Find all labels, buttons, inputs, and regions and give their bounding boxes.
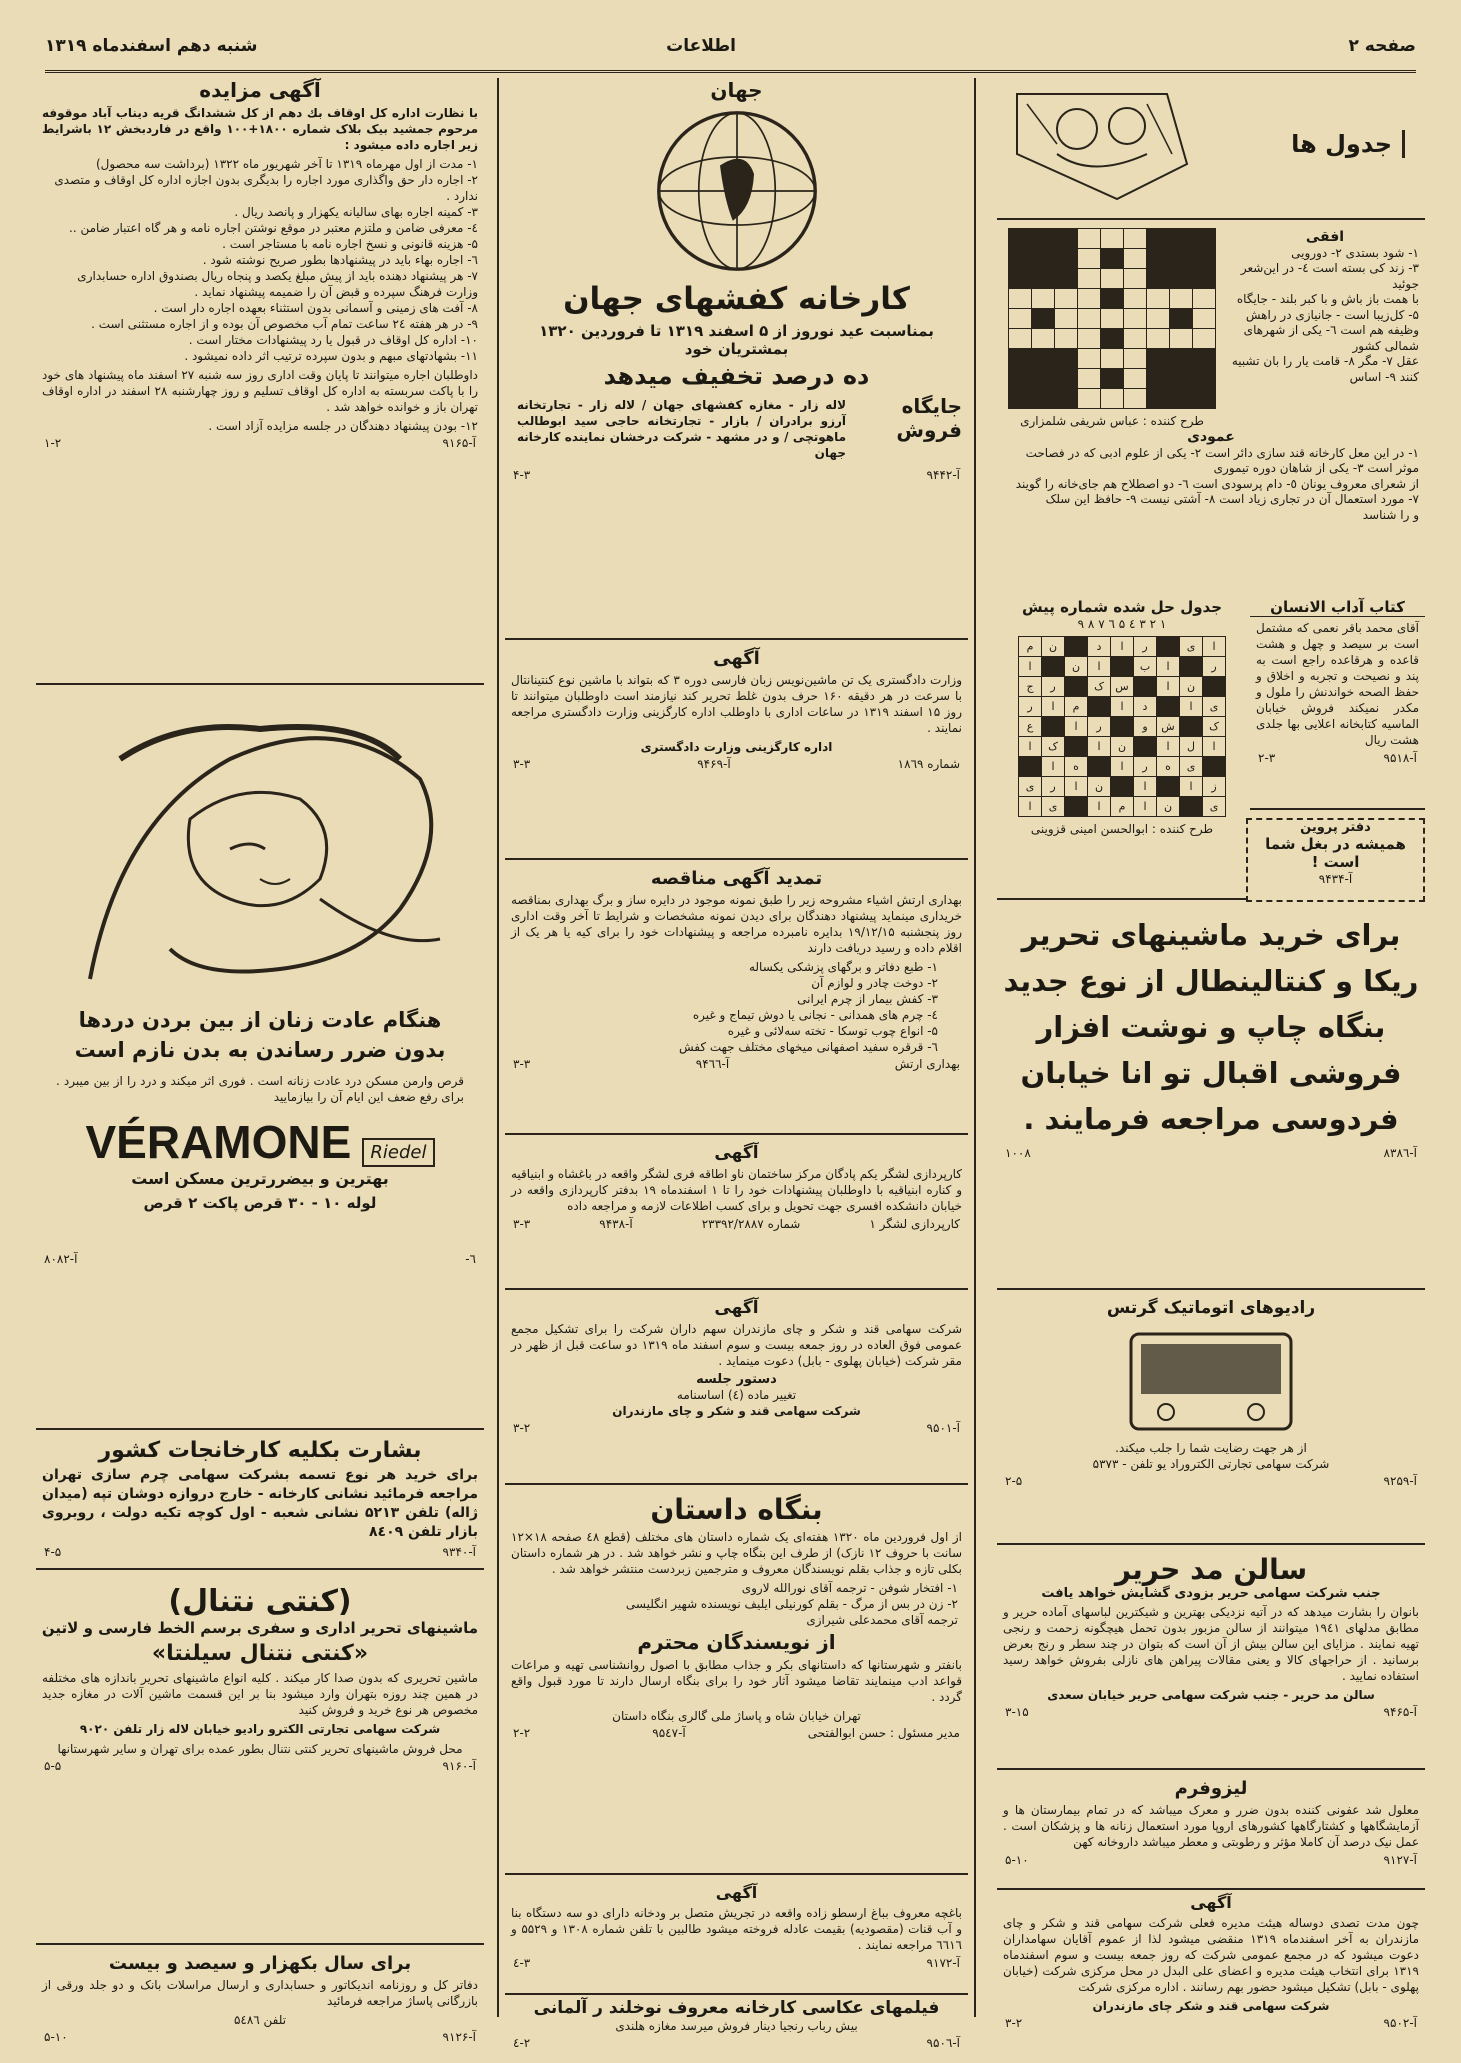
veramone-price: لوله ۱۰ - ۳۰ قرص پاکت ۲ قرص [143,1194,377,1212]
perwin-ad [1246,818,1425,902]
dastan-writers-body: بانفتر و شهرستانها که داستانهای بکر و جذاب مطابق با اصول روانشناسی تهیه و مراعات قواعد ادب مینمایند تقاضا میشود آثار خود را برای بنگاه ارسال دارند تا مورد قبول واقع گردد . [511,1658,962,1704]
ad-number: شماره ۱۸٦۹ [897,757,960,771]
dastan-title: بنگاه داستان [650,1493,823,1526]
radio-illustration [1126,1324,1296,1434]
ad-code: ٦- [465,1252,476,1266]
solved-puzzle-numbers: ۱ ۲ ۳ ٤ ۵ ٦ ۷ ۸ ۹ [1077,617,1167,631]
ad-code: ۴-۵ [44,1545,62,1559]
ad-code: ۳-۱۵ [1005,1705,1029,1719]
ad-signature: کارپردازی لشگر ۱ [869,1217,960,1231]
auction-ref [44,436,476,450]
down-clue: از شعرای معروف یونان ٥- دام پرسودی است ٦- دو اصطلاح هم جای‌خانه را گویند [1015,476,1419,491]
film-text: فیلمهای عکاسی کارخانه معروف نوخلند ر آلمانی [533,1998,940,2018]
lysoform-body: معلول شد عفونی کننده بدون ضرر و معرک میباشد که در تمام بیمارستان ها و آزمایشگاهها و کشتارگاهها کشورهای اروپا مورد استعمال زنانه ها و پزشکان است . عمل نیک درصد آن کاملا مؤثر و رطوبتی و معطر میباشد داروخانه کهن [1003,1803,1419,1849]
across-clue: ۵- کل‌زیبا است - جانیازی در راهش وظیفه هم است ٦- یکی از شهرهای شمالی کشور [1243,307,1419,353]
veramone-headline: هنگام عادت زنان از بین بردن دردها بدون ضرر رساندن به بدن نازم است [74,1008,446,1062]
newspaper-name: اطلاعات [666,36,736,56]
shoe-title: کارخانه کفشهای جهان [563,281,910,317]
ad-ref: آ-۸۰۸۲ [44,1252,78,1266]
madharir-title: سالن مد حریر [1114,1553,1308,1586]
tender-item: ۲- دوخت چادر و لوازم آن [811,976,938,990]
shareholders-signature: شرکت سهامی قند و شکر چای مازندران [1092,1999,1330,2013]
ad-ref: آ-۹۵۱۸ [1383,751,1417,765]
mazandaran-ad [505,1298,968,1485]
auction-item: ۱۰- اداره کل اوقاف در قبول یا رد پیشنهادات مختار است . [188,333,478,347]
shoe-ref [513,468,960,482]
continental-brand: «کنتی نتنال سیلنتا» [151,1641,369,1666]
solved-puzzle-title: جدول حل شده شماره پیش [1021,598,1223,616]
mazandaran-agenda: تغییر ماده (٤) اساسنامه [676,1388,797,1402]
shareholders-body: چون مدت تصدی دوساله هیئت مدیره فعلی شرکت سهامی قند و شکر و چای مازندران به آخر اسفندماه ۱۳۱۹ منقضی میشود لذا از عموم آقایان سهامداران دعوت میشود که در مجمع عمومی شرکت که روز جمعه بیست و سوم اسفندماه ۱۳۱۹ برای انتخاب هیئت مدیره و اعضای علی البدل در محل مرکزی شرکت (خیابان پهلوی - بابل) تشکیل میشود حضور بهم رسانند . اداره مرکزی شرکت [1003,1916,1419,1994]
garden-ad [505,1883,968,1995]
solved-puzzle [997,598,1247,900]
book-ad [1250,598,1425,810]
radio-ad [997,1298,1425,1545]
down-clues [1003,430,1419,523]
shoe-factory-ad [505,78,968,640]
justice-number [513,757,960,771]
crossword-grid [1008,228,1216,409]
shoe-globe-text: جهان [710,78,763,102]
ad-code: ۱-۲ [44,436,62,450]
globe-illustration [652,106,822,276]
ad-ref: آ-۹۱۶۰ [442,1759,476,1773]
dastan-list-item: ۱- افتخار شوفن - ترجمه آقای نورالله لاروی [741,1581,958,1595]
across-title: افقی [1305,229,1345,245]
crossword-section [997,228,1425,538]
crossword-grid-wrap [997,228,1227,429]
dastan-body: از اول فروردین ماه ۱۳۲۰ هفته‌ای یک شماره داستان های مختلف (قطع ٤٨ صفحه ۱۸×۱۲ سانت با حروف ۱۲ نازک) از طرف این بنگاه چاپ و نشر خواهد شد . در هر شماره داستان بکلی تازه و جذاب بقلم نویسندگان معروف و مترجمین زبردست منتشر خواهد شد . [511,1530,963,1576]
ad-code: ۳-۲ [1005,2016,1023,2030]
across-clue: ۱- شود بستدی ۲- دورویی [1291,245,1419,260]
crossword-illustration [997,84,1197,204]
ad-ref: آ-۹۴۳۸ [599,1217,633,1231]
auction-items [42,156,478,364]
madharir-ref [1005,1705,1417,1719]
veramone-tag: بهترین و بیضررترین مسکن است [131,1169,389,1188]
book-ad-body: آقای محمد باقر نعمی که مشتمل است بر سیصد و چهل و هشت قاعده و هرقاعده راجع است به پند و نصیحت و تجربه و اخلاق و حفظ الصحه خواندنش را ملول و مکدر نمیکند فروش خیابان الماسیه کتابخانه اعلایی بها جلدی هشت ریال [1256,621,1419,747]
shoe-sales [511,394,962,464]
dastan-ad [505,1493,968,1875]
page-number: صفحه ۲ [1348,36,1416,56]
justice-body: وزارت دادگستری یک تن ماشین‌نویس زبان فارسی دوره ۳ که بتواند با ماشین نوع کنتینانتال با سرعت در هر دقیقه ۱۶۰ حرف بدون غلط تحریر کند نیازمند است داوطلبان میتوانند تا روز ۱۵ اسفند ۱۳۱۹ در ساعات اداری با داوطلب اداره کارگزینی وزارت دادگستری مراجعه نمایند . [511,673,962,735]
ad-manager: مدیر مسئول : حسن ابوالفتحی [807,1726,960,1740]
ad-ref: آ-۹۵۰۲ [1383,2016,1417,2030]
down-clue: موثر است ۳- یکی از شاهان دوره تیموری [1213,461,1419,475]
down-clue: ۷- مورد استعمال آن در تجاری زیاد است ۸- آشتی نیست ۹- حافظ این سلک [1045,492,1419,506]
ad-ref: آ-۹۲۵۹ [1383,1474,1417,1488]
typewriter-ad-ref [1005,1146,1417,1160]
auction-item: ۱- مدت از اول مهرماه ۱۳۱۹ تا آخر شهریور ماه ۱۳۲۲ (برداشت سه محصول) [95,157,478,171]
bookkeeping-title: برای سال بکهزار و سیصد و بیست [108,1953,412,1974]
perwin-line1: دفتر پروین [1300,820,1371,835]
mazandaran-ref [513,1421,960,1435]
radio-ad-company: شرکت سهامی تجارتی الکتروراد یو تلفن - ۵۳۷۳ [1092,1457,1330,1471]
crossword-title: جدول ها [997,130,1405,158]
continental-note: محل فروش ماشینهای تحریر کنتی نتنال بطور عمده برای تهران و سایر شهرستانها [57,1742,463,1756]
book-ad-ref [1258,751,1417,765]
right-column [991,78,1431,2030]
auction-item: ۸- آفت های زمینی و آسمانی بدون استثناء بعهده اجاره دار است . [153,301,478,315]
mazandaran-title: آگهی [714,1298,759,1318]
auction-title: آگهی مزایده [199,78,321,102]
ad-ref: آ-۹۴۴۲ [926,468,960,482]
continental-body: ماشین تحریری که بدون صدا کار میکند . کلیه انواع ماشینهای تحریر باندازه های مختلفه در همین چند روزه بتهران وارد میشود بنا بر این قسمت ماشین آلات در مغازه جدید مخصوص هر نوع خرید و فروش کنید [42,1671,478,1717]
ad-ref: آ-۹۱۷۲ [926,1956,960,1970]
crossword-clues [1225,228,1425,387]
continental-ref [44,1759,476,1773]
ad-code: ۳-۳ [513,757,531,771]
garden-title: آگهی [715,1883,758,1902]
ad-ref: آ-۹۴۶۹ [697,757,731,771]
industry-ad [36,1438,484,1570]
ad-ref: آ-۹۱۲۷ [1383,1853,1417,1867]
auction-item: ٤- معرفی ضامن و ملتزم معتبر در موقع نوشتن اجاره نامه و هر گاه اعتبار ضامن .. [69,221,478,235]
auction-intro: با نظارت اداره کل اوقاف بك دهم از کل ششدانگ قریه دیناب آباد موقوفه مرحوم جمشید بیک بلاک شماره ۱۸۰۰+۱۰۰ واقع در فاردبخش ۱۲ باشرایط زیر اجاره داده میشود : [42,106,478,152]
shoe-line2: ده درصد تخفیف میدهد [603,362,870,390]
mazandaran-body: شرکت سهامی قند و شکر و چای مازندران سهم داران شرکت را برای تشکیل مجمع عمومی فوق العاده در روز جمعه بیست و سوم اسفند ماه ۱۳۱۹ دو ساعت قبل از ظهر در مقر شرکت (خیابان پهلوی - بابل) دعوت مینماید . [511,1322,962,1368]
continental-title: (کنتی نتنال) [168,1584,352,1619]
tender-body: بهداری ارتش اشیاء مشروحه زیر را طبق نمونه موجود در دایره ساز و برگ بهداری بمناقصه خریداری مینماید پیشنهاد دهندگان برای دیدن نمونه مشخصات و شرایط تا آخر وقت اداری روز پنجشنبه ۱۹/۱۲/۱۵ بدایره نامبرده مراجعه و پیشنهادات خود را برای کیه یا هر یک از اقلام داده و رسید دریافت دارند [511,893,962,955]
dastan-writers-title: از نویسندگان محترم [637,1630,836,1654]
army-ad [505,1143,968,1290]
ad-ref: آ-۹۴٦٦ [695,1057,730,1071]
across-clue: ۳- زند کی بسته است ٤- در این‌شعر جوئید [1240,261,1419,291]
middle-column [497,78,976,2050]
book-ad-title: کتاب آداب الانسان [1250,598,1425,617]
across-clue: با همت باز باش و با کبر بلند - جایگاه [1236,292,1419,306]
lysoform-ref [1005,1853,1417,1867]
ad-ref: آ-۹۴۶۵ [1383,1705,1417,1719]
industry-title: بشارت بکلیه کارخانجات کشور [98,1438,422,1463]
auction-item: ۵- هزینه قانونی و نسخ اجاره نامه با مستاجر است . [222,237,478,251]
perwin-line2: همیشه در بغل شما است ! [1265,835,1406,871]
garden-ref [513,1956,960,1970]
dastan-address: تهران خیابان شاه و پاساژ ملی گالری بنگاه داستان [612,1709,861,1723]
tender-ad [505,868,968,1135]
radio-ad-ref [1005,1474,1417,1488]
madharir-ad [997,1553,1425,1770]
film-ref [513,2036,960,2050]
auction-ad [36,78,484,685]
tender-item: ۳- کفش بیمار از چرم ایرانی [797,992,938,1006]
ad-code: ۲-۵ [1005,1474,1023,1488]
auction-last: ۱۲- بودن پیشنهاد دهندگان در جلسه مزایده آزاد است . [208,419,478,433]
solved-puzzle-designer: طرح کننده : ابوالحسن امینی قزوینی [1030,822,1214,836]
film-sub: بیش رباب رنجیا دینار فروش میرسد مغازه هلندی [615,2019,858,2033]
ad-ref: آ-۸۳۸٦ [1383,1146,1417,1160]
down-clue: و را شناسد [1362,507,1419,522]
issue-date: شنبه دهم اسفندماه ۱۳۱۹ [45,36,258,56]
army-body: کارپردازی لشگر یکم پادگان مرکز ساختمان ناو اطاقه فری لشگر واقعه در باغشاه و ابنیاقیه و کناره ابنیاقیه با داوطلبان پیشنهادات خود را تا ۱ اسفندماه ۱۹ بدفتر کارپردازی واقعه در خیابان دانشکده افسری جهت تحویل و برای کسب اطلاعات لازمه و مراجعه داده [511,1167,962,1213]
continental-company: شرکت سهامی تجارتی الکترو رادیو خیابان لاله زار تلفن ۹۰۲۰ [79,1722,441,1736]
lysoform-title: لیزوفرم [1174,1778,1248,1799]
ad-signature: بهداری ارتش [894,1057,960,1071]
tender-items [535,959,938,1055]
veramone-brand-row [36,1115,484,1169]
madharir-subtitle: جنب شرکت سهامی حریر بزودی گشایش خواهد یافت [1041,1586,1381,1601]
crossword-designer: طرح کننده : عباس شریفی شلمزاری [1020,414,1204,428]
industry-body: برای خرید هر نوع تسمه بشرکت سهامی چرم سازی تهران مراجعه فرمائید نشانی کارخانه - خارج دروازه دوشان تپه (میدان ژاله) تلفن ۵۲۱۳ نشانی شعبه - اول کوچه تکیه دولت ، روبروی بازار تلفن ۸٤۰۹ [42,1467,479,1540]
left-column [30,78,490,2044]
down-clue: ۱- در این معل کارخانه قند سازی دائر است ۲- یکی از علوم ادبی که در فصاحت [1025,445,1419,460]
shoe-sales-label: جایگاه فروش [896,394,962,442]
ad-ref: آ-۹۳۴۰ [442,1545,476,1559]
auction-item: ۲- اجاره دار حق واگذاری مورد اجاره را بدیگری بدون اجازه اداره کل اوقاف و متصدی ندارد . [54,173,478,203]
ad-number: شماره ۲۳۳۹۲/۲۸۸۷ [701,1217,801,1231]
dastan-ref [513,1726,960,1740]
tender-item: ۵- انواع چوب توسکا - تخته سه‌لائی و غیره [727,1024,938,1038]
veramone-body: قرص وارمن مسکن درد عادت زنانه است . فوری اثر میکند و درد را از بین میبرد . برای رفع ضعف این ایام آن را بیازمایید [56,1074,464,1104]
auction-item: ۱۱- بشهادتهای مبهم و بدون سپرده ترتیب اثر داده نمیشود . [184,349,478,363]
tender-title: تمدید آگهی مناقصه [650,868,823,889]
continental-ad [36,1578,484,1945]
ad-code: ۳-٤ [513,1956,531,1970]
radio-ad-title: رادیوهای اتوماتیک گرتس [1106,1298,1316,1318]
typewriter-ad-text: برای خرید ماشینهای تحریر ریکا و کنتالینطال از نوع جدید بنگاه چاپ و نوشت افزار فروشی اقبال تو انا خیابان فردوسی مراجعه فرمایند . [1003,918,1419,1136]
dastan-list [515,1580,958,1628]
typewriter-ad [997,908,1425,1290]
ad-code: ۲-۳ [1258,751,1276,765]
bookkeeping-phone: تلفن ۵٤٨٦ [233,2013,287,2027]
ad-code: ۱۰۰۸ [1005,1146,1031,1160]
perwin-ref: آ-۹۴۳۴ [1318,872,1353,886]
radio-ad-body: از هر جهت رضایت شما را جلب میکند. [1115,1441,1307,1455]
army-ref [513,1217,960,1231]
justice-signature: اداره کارگزینی وزارت دادگستری [640,740,833,754]
ad-code: ۵-۱۰ [44,2030,68,2044]
mazandaran-agenda-title: دستور جلسه [696,1372,777,1387]
shareholders-ref [1005,2016,1417,2030]
ad-ref: آ-۹۵٤۷ [652,1726,686,1740]
garden-body: باغچه معروف بباغ ارسطو زاده واقعه در تجریش متصل بر ودخانه دارای دو سه دستگاه بنا و آب قنات (مقصودیه) بقیمت عادله فروخته میشود طالبین با تلفن شماره ۱۳۰۸ و ۵۵۲۹ و ٦٦١٦ مراجعه نمایند . [511,1906,962,1952]
shoe-line1: بمناسبت عید نوروز از ۵ اسفند ۱۳۱۹ تا فروردین ۱۳۲۰ بمشتریان خود [539,322,934,358]
auction-item: ۹- در هر هفته ۲٤ ساعت تمام آب مخصوص آن بوده و از اجاره مستثنی است . [91,317,478,331]
veramone-brand-sub: Riedel [362,1138,434,1167]
auction-closing: داوطلبان اجاره میتوانند تا پایان وقت اداری روز سه شنبه ۲۷ اسفند ماه پیشنهاد های خود را با پاکت سربسته به اداره کل اوقاف تسلیم و روز چهارشنبه ۲۸ اسفند در اداره اوقاف تهران باز و خوانده خواهد شد . [42,368,478,414]
army-title: آگهی [714,1143,759,1163]
ad-code: ۳-۳ [513,1057,531,1071]
bookkeeping-ad [36,1953,484,2063]
bookkeeping-body: دفاتر کل و روزنامه اندیکاتور و حسابداری و ارسال مراسلات بانک و دو جلد ورقی از بازرگانی پاساژ مراجعه فرمائید [42,1978,478,2008]
solved-puzzle-grid: ا ی ر ا د ن م ر ا ب ا ن ا ن ا س ک ر ج ی ا د ا م ا ر ک ش و ر ا ع ا ل ا ن ا ک ا ی ه ر ا ه ا ز ا ا ن ا ر ی ی ن ا م ا ی ا [1018,636,1226,817]
mazandaran-signature: شرکت سهامی قند و شکر و چای مازندران [612,1404,861,1418]
dastan-list-item: ۲- زن در بس از مرگ - بقلم کورنیلی ایلیف نویسنده شهیر انگلیسی [625,1597,958,1611]
ad-code: ۴-۳ [513,468,531,482]
ad-code: ۵-۵ [44,1759,62,1773]
ad-ref: آ-۹۱۲۶ [442,2030,476,2044]
auction-item: ٦- اجاره بهاء باید در پیشنهادها بطور صریح نوشته شود . [202,253,478,267]
ad-ref: آ-۹۵۰٦ [926,2036,960,2050]
justice-ad [505,648,968,860]
ad-ref: آ-۹۱۶۵ [442,436,476,450]
tender-item: ٦- قرقره سفید اصفهانی میخهای مختلف جهت کفش [678,1040,938,1054]
tender-item: ٤- چرم های همدانی - نجانی یا دوش تیماج و غیره [692,1008,938,1022]
veramone-brand: VÉRAMONE [85,1116,352,1168]
down-title: عمودی [1187,429,1235,445]
across-clues [1231,230,1419,385]
auction-item: ۳- کمینه اجاره بهای سالیانه یکهزار و پانصد ریال . [234,205,478,219]
tender-ref [513,1057,960,1071]
shareholders-ad [997,1893,1425,2030]
bookkeeping-ref [44,2030,476,2044]
industry-ref [44,1545,476,1559]
film-ad [505,1998,968,2063]
madharir-body: بانوان را بشارت میدهد که در آتیه نزدیکی بهترین و شیکترین لباسهای آماده حریر و مطابق مدلهای ۱۹٤۱ میتوانند از سالن مزبور بدون تحمل هیچگونه زحمت و رنجی تهیه نمایند . مزایای این سالن بیش از آن است که بتوان در چند سطر و رنج بعرض برسانید . از حراجهای کالا و یعنی مقالات پیراهن های نازلی بفروش خواهد رسید استفاده نمایید . [1003,1605,1419,1683]
crossword-header [997,78,1425,220]
ad-code: ۲-۲ [513,1726,531,1740]
shoe-sales-text: لاله زار - مغازه کفشهای جهان / لاله زار - تجارتخانه آرزو برادران / بازار - تجارتخانه حاجی سید ابوطالب ماهوتچی / و در مشهد - شرکت درخشان نماینده کارخانه جهان [517,398,846,460]
page-header [45,30,1416,73]
ad-code: ۵-۱۰ [1005,1853,1029,1867]
shareholders-title: آگهی [1190,1893,1232,1912]
ad-ref: آ-۹۵۰۱ [926,1421,960,1435]
dastan-list-item: ترجمه آقای محمدعلی شیرازی [806,1613,958,1627]
ad-code: ۳-۳ [513,1217,531,1231]
justice-title: آگهی [713,648,760,669]
veramone-ad [36,693,484,1430]
woman-illustration [60,699,460,999]
continental-subtitle: ماشینهای تحریر اداری و سفری برسم الخط فارسی و لاتین [41,1619,479,1637]
auction-item: ۷- هر پیشنهاد دهنده باید از پیش مبلغ یکصد و پنجاه ریال بصندوق اداره حسابداری وزارت فرهنگ سپرده و قبض آن را ضمیمه پیشنهاد نماید . [77,269,478,299]
ad-code: ۳-۲ [513,1421,531,1435]
lysoform-ad [997,1778,1425,1890]
ad-code: ۲-٤ [513,2036,531,2050]
madharir-address: سالن مد حریر - جنب شرکت سهامی حریر خیابان سعدی [1047,1688,1375,1702]
across-clue: عقل ۷- مگر ۸- قامت یار را بان تشبیه کنند ۹- اساس [1231,354,1419,384]
tender-item: ۱- طبع دفاتر و برگهای پزشکی یکساله [748,960,938,974]
veramone-ref [44,1252,476,1266]
